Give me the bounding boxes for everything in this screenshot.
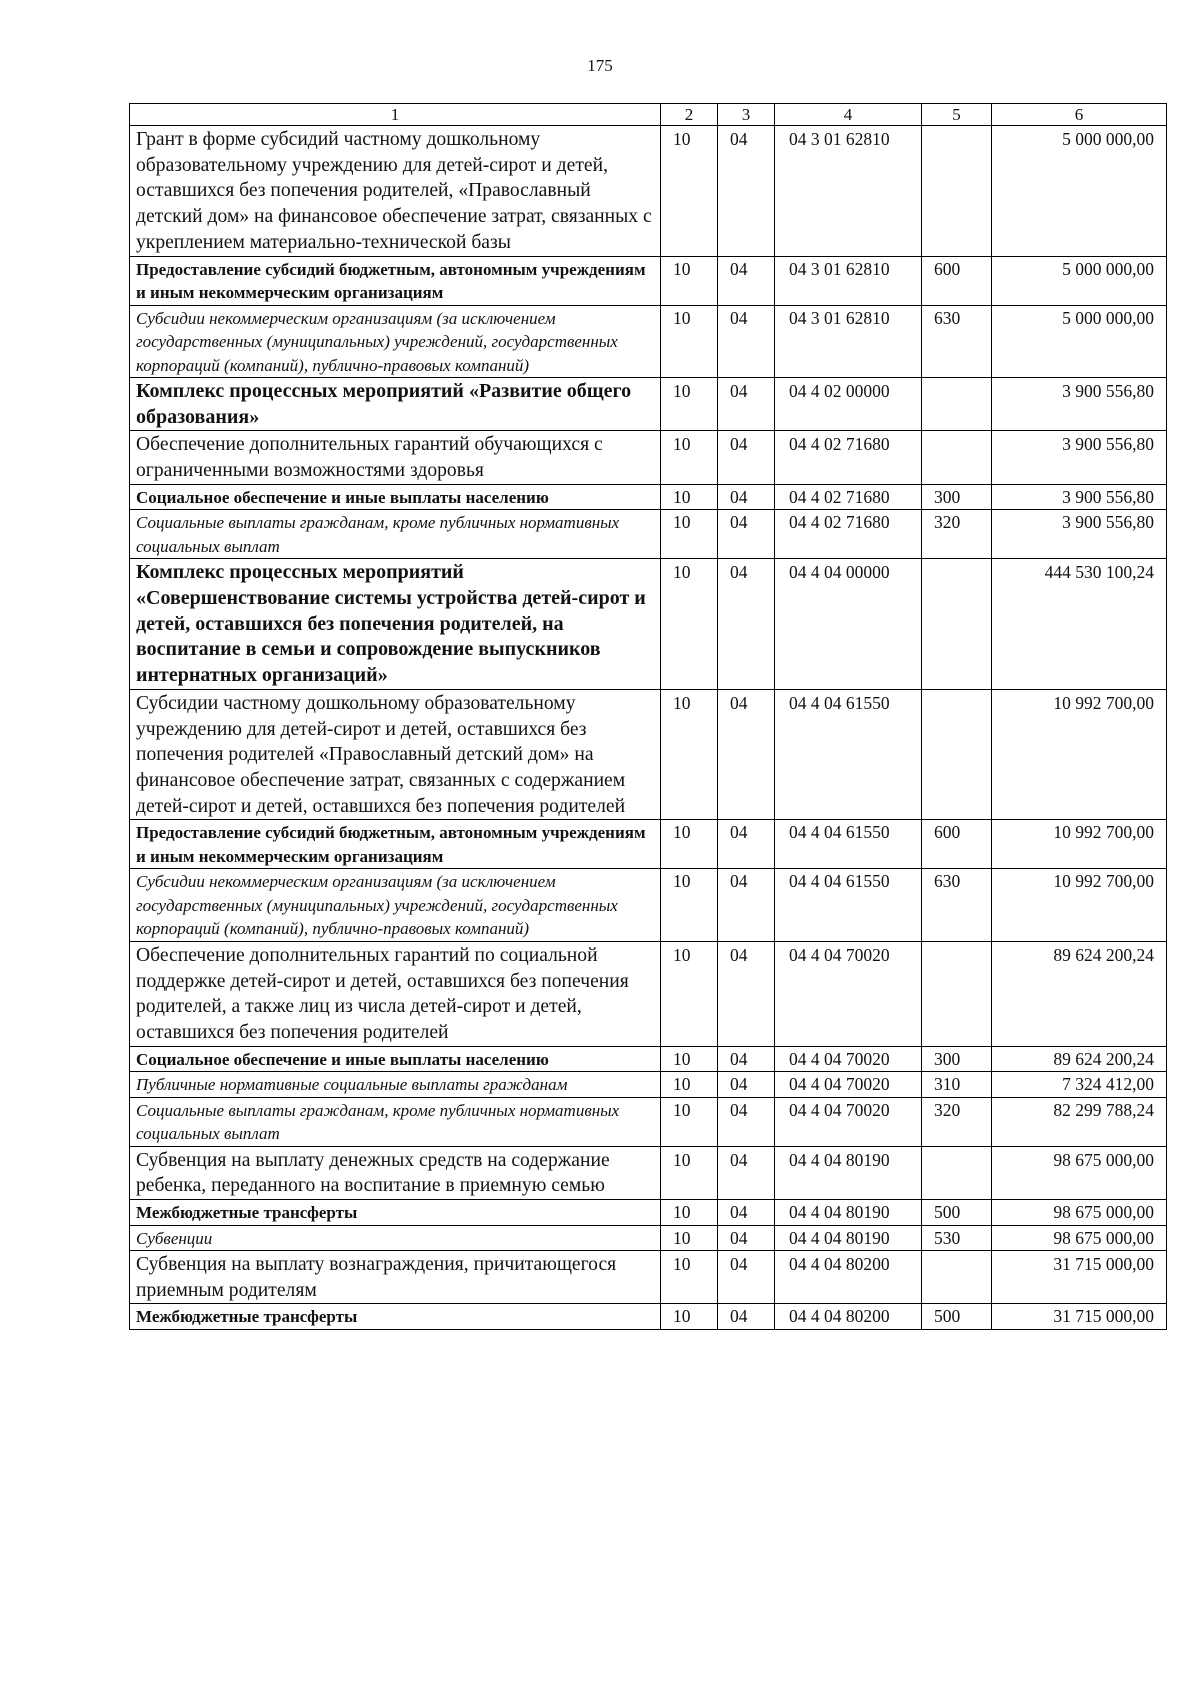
row-target-code-cell: 04 4 04 61550 [775, 689, 922, 820]
row-name-cell: Предоставление субсидий бюджетным, автономным учреждениям и иным некоммерческим организациям [130, 820, 661, 869]
row-name-cell: Субсидии некоммерческим организациям (за исключением государственных (муниципальных) учреждений, государственных корпораций (компаний), публично-правовых компаний) [130, 869, 661, 942]
row-name-cell: Субвенция на выплату денежных средств на содержание ребенка, переданного на воспитание в приемную семью [130, 1146, 661, 1199]
row-target-code-cell: 04 3 01 62810 [775, 256, 922, 305]
row-expense-type-cell [922, 1146, 992, 1199]
row-subsection-cell: 04 [718, 1251, 775, 1304]
row-target-code-cell: 04 4 04 80200 [775, 1304, 922, 1330]
row-target-code-cell: 04 4 02 00000 [775, 378, 922, 431]
row-subsection-cell: 04 [718, 1146, 775, 1199]
table-row [130, 1046, 1167, 1072]
row-section-cell: 10 [661, 1046, 718, 1072]
row-expense-type-cell: 530 [922, 1225, 992, 1251]
row-section-cell: 10 [661, 869, 718, 942]
row-subsection-cell: 04 [718, 305, 775, 378]
row-amount-cell: 3 900 556,80 [992, 378, 1167, 431]
row-name-cell: Субсидии некоммерческим организациям (за исключением государственных (муниципальных) учреждений, государственных корпораций (компаний), публично-правовых компаний) [130, 305, 661, 378]
row-subsection-cell: 04 [718, 484, 775, 510]
row-subsection-cell: 04 [718, 689, 775, 820]
row-subsection-cell: 04 [718, 378, 775, 431]
row-subsection-cell: 04 [718, 820, 775, 869]
row-amount-cell: 7 324 412,00 [992, 1072, 1167, 1098]
row-name-cell: Предоставление субсидий бюджетным, автономным учреждениям и иным некоммерческим организациям [130, 256, 661, 305]
row-expense-type-cell: 300 [922, 1046, 992, 1072]
row-section-cell: 10 [661, 820, 718, 869]
row-amount-cell: 98 675 000,00 [992, 1146, 1167, 1199]
row-section-cell: 10 [661, 1097, 718, 1146]
row-amount-cell: 3 900 556,80 [992, 510, 1167, 559]
row-target-code-cell: 04 4 04 70020 [775, 1046, 922, 1072]
row-subsection-cell: 04 [718, 510, 775, 559]
row-target-code-cell: 04 4 04 61550 [775, 869, 922, 942]
table-row [130, 689, 1167, 820]
row-name-cell: Субвенции [130, 1225, 661, 1251]
row-section-cell: 10 [661, 1072, 718, 1098]
header-cell: 5 [922, 104, 992, 126]
row-name-cell: Социальное обеспечение и иные выплаты населению [130, 1046, 661, 1072]
row-name-cell: Межбюджетные трансферты [130, 1200, 661, 1226]
table-row [130, 1225, 1167, 1251]
row-name-cell: Социальные выплаты гражданам, кроме публичных нормативных социальных выплат [130, 510, 661, 559]
row-target-code-cell: 04 4 04 80190 [775, 1200, 922, 1226]
row-section-cell: 10 [661, 559, 718, 690]
row-target-code-cell: 04 3 01 62810 [775, 305, 922, 378]
table-row [130, 256, 1167, 305]
row-section-cell: 10 [661, 1304, 718, 1330]
row-section-cell: 10 [661, 1200, 718, 1226]
row-expense-type-cell: 500 [922, 1304, 992, 1330]
row-expense-type-cell [922, 941, 992, 1046]
table-row [130, 941, 1167, 1046]
row-expense-type-cell: 310 [922, 1072, 992, 1098]
table-header-row [130, 104, 1167, 126]
row-section-cell: 10 [661, 1146, 718, 1199]
table-row [130, 126, 1167, 257]
row-amount-cell: 10 992 700,00 [992, 869, 1167, 942]
row-expense-type-cell: 600 [922, 820, 992, 869]
row-amount-cell: 3 900 556,80 [992, 431, 1167, 484]
table-row [130, 1251, 1167, 1304]
row-name-cell: Комплекс процессных мероприятий «Совершенствование системы устройства детей-сирот и детей, оставшихся без попечения родителей, на воспитание в семьи и сопровождение выпускников интернатных организаций» [130, 559, 661, 690]
row-target-code-cell: 04 4 02 71680 [775, 484, 922, 510]
table-row [130, 305, 1167, 378]
row-expense-type-cell: 600 [922, 256, 992, 305]
row-target-code-cell: 04 4 02 71680 [775, 510, 922, 559]
row-amount-cell: 89 624 200,24 [992, 1046, 1167, 1072]
row-name-cell: Субвенция на выплату вознаграждения, причитающегося приемным родителям [130, 1251, 661, 1304]
row-section-cell: 10 [661, 256, 718, 305]
row-amount-cell: 5 000 000,00 [992, 305, 1167, 378]
row-target-code-cell: 04 4 04 80190 [775, 1146, 922, 1199]
row-amount-cell: 10 992 700,00 [992, 820, 1167, 869]
row-expense-type-cell [922, 378, 992, 431]
table-row [130, 1146, 1167, 1199]
row-expense-type-cell [922, 431, 992, 484]
row-target-code-cell: 04 4 04 80190 [775, 1225, 922, 1251]
row-subsection-cell: 04 [718, 256, 775, 305]
table-row [130, 869, 1167, 942]
row-target-code-cell: 04 4 04 70020 [775, 1097, 922, 1146]
row-target-code-cell: 04 4 04 80200 [775, 1251, 922, 1304]
table-row [130, 484, 1167, 510]
row-subsection-cell: 04 [718, 941, 775, 1046]
row-amount-cell: 444 530 100,24 [992, 559, 1167, 690]
row-expense-type-cell [922, 689, 992, 820]
row-expense-type-cell: 300 [922, 484, 992, 510]
table-row [130, 1304, 1167, 1330]
row-expense-type-cell [922, 1251, 992, 1304]
row-section-cell: 10 [661, 431, 718, 484]
row-amount-cell: 5 000 000,00 [992, 126, 1167, 257]
row-amount-cell: 31 715 000,00 [992, 1251, 1167, 1304]
row-name-cell: Субсидии частному дошкольному образовательному учреждению для детей-сирот и детей, оставшихся без попечения родителей «Православный детский дом» на финансовое обеспечение затрат, связанных с содержанием детей-сирот и детей, оставшихся без попечения родителей [130, 689, 661, 820]
table-row [130, 1072, 1167, 1098]
row-target-code-cell: 04 4 04 00000 [775, 559, 922, 690]
row-name-cell: Публичные нормативные социальные выплаты гражданам [130, 1072, 661, 1098]
row-subsection-cell: 04 [718, 559, 775, 690]
row-section-cell: 10 [661, 510, 718, 559]
row-expense-type-cell: 500 [922, 1200, 992, 1226]
row-target-code-cell: 04 4 04 61550 [775, 820, 922, 869]
row-expense-type-cell: 630 [922, 869, 992, 942]
row-subsection-cell: 04 [718, 1072, 775, 1098]
row-name-cell: Грант в форме субсидий частному дошкольному образовательному учреждению для детей-сирот и детей, оставшихся без попечения родителей, «Православный детский дом» на финансовое обеспечение затрат, связанных с укреплением материально-технической базы [130, 126, 661, 257]
row-expense-type-cell: 630 [922, 305, 992, 378]
row-section-cell: 10 [661, 941, 718, 1046]
row-amount-cell: 5 000 000,00 [992, 256, 1167, 305]
table-row [130, 1097, 1167, 1146]
row-amount-cell: 10 992 700,00 [992, 689, 1167, 820]
header-cell: 2 [661, 104, 718, 126]
row-section-cell: 10 [661, 689, 718, 820]
row-subsection-cell: 04 [718, 1200, 775, 1226]
row-name-cell: Обеспечение дополнительных гарантий по социальной поддержке детей-сирот и детей, оставшихся без попечения родителей, а также лиц из числа детей-сирот и детей, оставшихся без попечения родителей [130, 941, 661, 1046]
row-amount-cell: 98 675 000,00 [992, 1225, 1167, 1251]
budget-table [129, 103, 1167, 1330]
header-cell: 3 [718, 104, 775, 126]
row-expense-type-cell: 320 [922, 510, 992, 559]
row-section-cell: 10 [661, 126, 718, 257]
row-subsection-cell: 04 [718, 1304, 775, 1330]
table-row [130, 1200, 1167, 1226]
row-subsection-cell: 04 [718, 126, 775, 257]
row-subsection-cell: 04 [718, 1097, 775, 1146]
row-subsection-cell: 04 [718, 869, 775, 942]
table-row [130, 378, 1167, 431]
table-row [130, 820, 1167, 869]
row-section-cell: 10 [661, 1225, 718, 1251]
row-name-cell: Комплекс процессных мероприятий «Развитие общего образования» [130, 378, 661, 431]
row-target-code-cell: 04 4 04 70020 [775, 1072, 922, 1098]
table-row [130, 559, 1167, 690]
row-name-cell: Социальные выплаты гражданам, кроме публичных нормативных социальных выплат [130, 1097, 661, 1146]
row-amount-cell: 31 715 000,00 [992, 1304, 1167, 1330]
row-subsection-cell: 04 [718, 431, 775, 484]
row-section-cell: 10 [661, 1251, 718, 1304]
row-expense-type-cell [922, 559, 992, 690]
row-section-cell: 10 [661, 484, 718, 510]
table-row [130, 431, 1167, 484]
row-section-cell: 10 [661, 305, 718, 378]
row-amount-cell: 82 299 788,24 [992, 1097, 1167, 1146]
row-name-cell: Обеспечение дополнительных гарантий обучающихся с ограниченными возможностями здоровья [130, 431, 661, 484]
row-amount-cell: 89 624 200,24 [992, 941, 1167, 1046]
row-section-cell: 10 [661, 378, 718, 431]
row-target-code-cell: 04 3 01 62810 [775, 126, 922, 257]
row-amount-cell: 98 675 000,00 [992, 1200, 1167, 1226]
row-name-cell: Социальное обеспечение и иные выплаты населению [130, 484, 661, 510]
page-number: 175 [587, 56, 613, 75]
row-expense-type-cell [922, 126, 992, 257]
row-expense-type-cell: 320 [922, 1097, 992, 1146]
row-target-code-cell: 04 4 02 71680 [775, 431, 922, 484]
row-subsection-cell: 04 [718, 1046, 775, 1072]
table-row [130, 510, 1167, 559]
row-amount-cell: 3 900 556,80 [992, 484, 1167, 510]
row-name-cell: Межбюджетные трансферты [130, 1304, 661, 1330]
row-target-code-cell: 04 4 04 70020 [775, 941, 922, 1046]
header-cell: 1 [130, 104, 661, 126]
header-cell: 4 [775, 104, 922, 126]
row-subsection-cell: 04 [718, 1225, 775, 1251]
header-cell: 6 [992, 104, 1167, 126]
